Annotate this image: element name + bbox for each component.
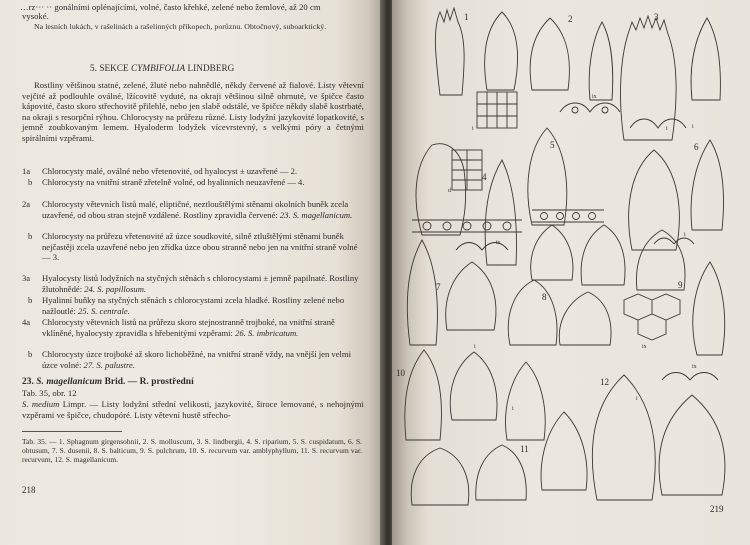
left-page: …rz··· ·· gonálními oplénajícími, volné, často křehké, zelené nebo žemlové, až 20 cm vysoké. Na lesních lukách, v rašelinách a rašelinných příkopech, porůznu. Obtočnový, suboarktický. 5. SEKCE CYMBIFOLIA LINDBERG Rostliny většinou statné, zelené, žluté nebo nahnědlé, někdy červené až fialové. Listy větevní vejčité až podlouhle oválné, lžícovitě vyduté, na okraji většinou silně ohrnuté, ve špičce často kápovité, často skoro střechovitě přilehlé, nebo jen slabě odstálé, ve špičce někdy slabě kostrbaté, na okraji s resorpční rýhou. Chlorocysty na průřezu různé. Listy lodyžní jazykovité lopatkovité, s jemně zoubkovaným lemem. Hyaloderm lodyžek vícevrstevný, s velkými póry a četnými spirálními vzpěrami. 1a Chlorocysty malé, oválné nebo vřetenovité, od hyalocyst ± uzavřené — 2. b Chlorocysty na vnitřní straně zřetelně volné, od hyalinních neuzavřené — 4. 2a Chlorocysty větevních listů malé, eliptičné, neztlouštělými stěnami okolních buněk zcela uzavřené, od obou stran stejně vzdálené. Rostliny zpravidla červené: 23. S. magellanicum. b Chlorocysty na průřezu vřetenovité až úzce soudkovité, silně ztluštělými stěnami buněk nejčastěji zcela uzavřené nebo jen zřídka úzce obou stranně nebo jen na vnitřní straně volné — 3. 3a Hyalocysty listů lodyžních na styčných stěnách s chlorocystami ± jemně papilnaté. Rostliny žlutohnědé: 24. S. papillosum. b Hyalinní buňky na styčných stěnách s chlorocystami zcela hladké. Rostliny zelené nebo nažloutlé: 25. S. centrale. 4a Chlorocysty větevních listů na průřezu skoro stejnostranně trojboké, na vnitřní straně vklíněné, hyalocysty zpravidla s hřebenitými vzpěrami: 26. S. imbricatum. b Chlorocysty úzce trojboké až skoro lichoběžné, na vnitřní straně vždy, na vnější jen velmi úzce volné: 27. S. palustre. 23. S. magellanicum Brid. — R. prostřední Tab. 35, obr. 12 S. medium Limpr. — Listy lodyžní střední velikosti, jazykovité, široce lemované, s nehojnými vzpěrami ve špičce, chudopóré. Listy větevní hustě střecho- Tab. 35. — 1. Sphagnum girgensohnii, 2. S. molluscum, 3. S. lindbergii, 4. S. riparium, 5. S. cuspidatum, 6. S. obtusum, 7. S. dusenii, 8. S. balticum, 9. S. pulchrum, 10. S. recurvum var. amblyphyllum, 11. S. recurvum var. recurvum, 12. S. magellanicum. 218: [0, 0, 384, 545]
figure-8-leaf: [508, 225, 573, 345]
figure-12-section: [662, 364, 718, 380]
fig-label-5: 5: [550, 140, 555, 150]
svg-text:ix: ix: [592, 94, 597, 100]
figure-6-section: [412, 210, 604, 232]
botanical-plate: [392, 0, 750, 545]
figure-2-leaf: [485, 12, 573, 90]
tab-reference: Tab. 35, obr. 12: [22, 388, 77, 398]
page-number-left: 218: [22, 485, 36, 495]
fig-label-7: 7: [436, 282, 441, 292]
svg-text:ix: ix: [692, 364, 697, 370]
species-description: S. medium Limpr. — Listy lodyžní střední velikosti, jazykovité, široce lemované, s nehojnými vzpěrami ve špičce, chudopóré. Listy větevní hustě střecho-: [22, 399, 364, 420]
figure-11-leaf: [411, 444, 528, 505]
svg-text:i: i: [636, 396, 638, 402]
svg-text:i: i: [692, 124, 694, 130]
fig-label-2: 2: [568, 14, 573, 24]
caption-divider: [22, 431, 122, 432]
top-line: …rz··· ·· gonálními oplénajícími, volné, často křehké, zelené nebo žemlové, až 20 cm: [20, 2, 321, 12]
fig-label-6: 6: [694, 142, 699, 152]
fig-label-8: 8: [542, 292, 547, 302]
figure-4-leaf: [416, 144, 487, 235]
top-line-end: vysoké.: [22, 11, 49, 21]
svg-text:ix: ix: [496, 240, 501, 246]
figure-6-leaf: [629, 140, 724, 250]
fig-label-4: 4: [482, 172, 487, 182]
figure-4-leaf-b: [485, 160, 516, 265]
section-prefix: 5. SEKCE: [90, 63, 129, 73]
figure-7-section: [456, 240, 508, 250]
fig-label-12: 12: [600, 377, 609, 387]
figure-1-leaf: [435, 8, 468, 95]
figure-10-leaf-b: [450, 344, 545, 440]
species-ref: 26. S. imbricatum.: [235, 327, 299, 338]
figure-1-cells: [472, 92, 517, 132]
species-ref: 24. S. papillosum.: [84, 283, 147, 294]
species-ref: 27. S. palustre.: [83, 359, 136, 370]
figure-2-leaf-b: [530, 18, 613, 100]
svg-text:i: i: [474, 344, 476, 350]
figure-8-leaf-b: [559, 225, 625, 345]
fig-label-10: 10: [396, 368, 405, 378]
svg-text:i: i: [666, 126, 668, 132]
page-number-right: 219: [710, 504, 724, 514]
figure-9-leaf: [636, 230, 724, 355]
figure-3-leaf: [621, 12, 677, 140]
figure-3-leaf-b: [691, 18, 720, 100]
fig-label-9: 9: [678, 280, 683, 290]
figure-7-leaf: [407, 240, 496, 345]
svg-text:i: i: [684, 232, 686, 238]
figure-9-cells: [624, 294, 680, 350]
plate-caption: Tab. 35. — 1. Sphagnum girgensohnii, 2. S. molluscum, 3. S. lindbergii, 4. S. riparium, 5. S. cuspidatum, 6. S. obtusum, 7. S. dusenii, 8. S. balticum, 9. S. pulchrum, 10. S. recurvum var. amblyphyllum, 11. S. recurvum var. recurvum, 12. S. magellanicum.: [22, 437, 362, 465]
section-name: CYMBIFOLIA: [131, 63, 186, 73]
species-name: S. magellanicum: [36, 377, 103, 387]
svg-text:ix: ix: [642, 344, 647, 350]
figure-12-leaf-b: [636, 395, 725, 495]
species-ref: 23. S. magellanicum.: [279, 209, 353, 220]
svg-text:i: i: [472, 126, 474, 132]
figure-9-section: [654, 232, 694, 244]
figure-12-leaf: [592, 375, 655, 500]
fig-label-11: 11: [520, 444, 529, 454]
svg-text:d: d: [448, 188, 451, 194]
figure-3-section: [630, 119, 694, 132]
section-heading: [90, 63, 234, 74]
svg-text:i: i: [512, 406, 514, 412]
species-heading: 23. S. magellanicum Brid. — R. prostřední: [22, 377, 194, 387]
habitat-note: Na lesních lukách, v rašelinách a rašelinných příkopech, porůznu. Obtočnový, suboarktický.: [34, 22, 327, 31]
section-author: LINDBERG: [187, 63, 235, 73]
fig-label-1: 1: [464, 12, 469, 22]
fig-label-3: 3: [654, 12, 659, 22]
section-description: Rostliny většinou statné, zelené, žluté nebo nahnědlé, někdy červené až fialové. Listy větevní vejčité až podlouhle oválné, lžícovitě vyduté, na okraji většinou silně ohrnuté, ve špičce často kápovité, často skoro střechovitě přilehlé, nebo jen slabě odstálé, ve špičce někdy slabě kostrbaté, na okraji s resorpční rýhou. Chlorocysty na průřezu různé. Listy lodyžní jazykovité lopatkovité, s jemně zoubkovaným lemem. Hyaloderm lodyžek vícevrstevný, s velkými póry a četnými spirálními vzpěrami.: [22, 80, 364, 143]
figure-10-leaf: [396, 350, 441, 440]
species-ref: 25. S. centrale.: [78, 305, 130, 316]
